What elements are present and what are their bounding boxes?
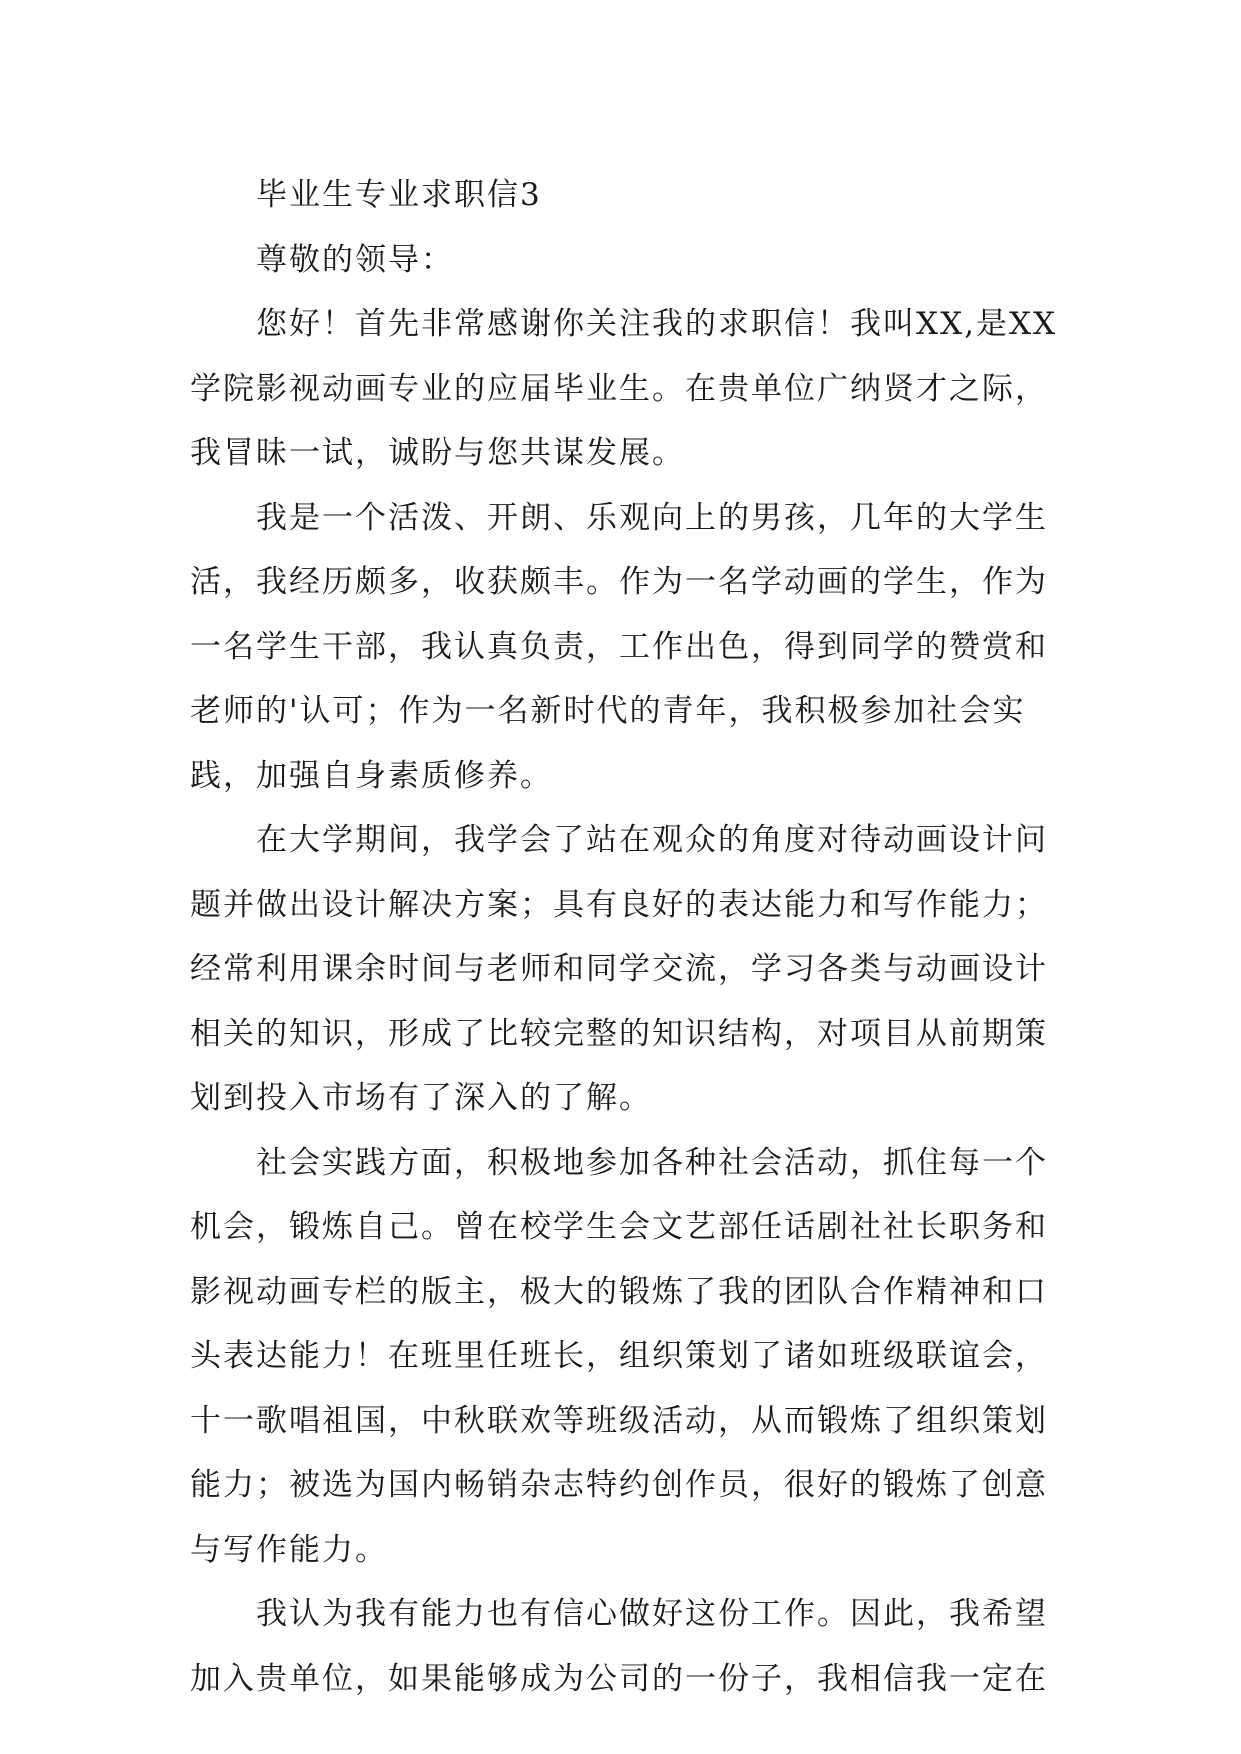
body-line: 活，我经历颇多，收获颇丰。作为一名学动画的学生，作为 (190, 564, 1048, 600)
body-line: 我认为我有能力也有信心做好这份工作。因此，我希望 (256, 1596, 1048, 1632)
body-line: 头表达能力！在班里任班长，组织策划了诸如班级联谊会， (190, 1338, 1048, 1374)
body-line: 能力；被选为国内畅销杂志特约创作员，很好的锻炼了创意 (190, 1467, 1048, 1503)
document-body (190, 163, 1060, 1711)
body-line: 社会实践方面，积极地参加各种社会活动，抓住每一个 (256, 1144, 1048, 1181)
body-line: 老师的'认可；作为一名新时代的青年，我积极参加社会实 (190, 693, 1026, 729)
body-line: 题并做出设计解决方案；具有良好的表达能力和写作能力； (190, 886, 1048, 923)
body-line: 与写作能力。 (190, 1531, 388, 1568)
body-line: 加入贵单位，如果能够成为公司的一份子，我相信我一定在 (190, 1660, 1048, 1697)
body-line: 十一歌唱祖国，中秋联欢等班级活动，从而锻炼了组织策划 (190, 1402, 1048, 1439)
body-line: 我冒昧一试，诚盼与您共谋发展。 (190, 435, 685, 471)
letter-body (190, 292, 1060, 1711)
body-line: 您好！首先非常感谢你关注我的求职信！我叫XX,是XX (256, 306, 1058, 342)
body-line: 划到投入市场有了深入的了解。 (190, 1080, 652, 1116)
body-line: 经常利用课余时间与老师和同学交流，学习各类与动画设计 (190, 951, 1048, 987)
salutation: 尊敬的领导： (256, 241, 454, 278)
body-line: 一名学生干部，我认真负责，工作出色，得到同学的赞赏和 (190, 628, 1048, 665)
body-line: 学院影视动画专业的应届毕业生。在贵单位广纳贤才之际， (190, 370, 1048, 407)
body-line: 相关的知识，形成了比较完整的知识结构，对项目从前期策 (190, 1015, 1048, 1052)
document-title: 毕业生专业求职信3 (256, 177, 542, 213)
body-line: 在大学期间，我学会了站在观众的角度对待动画设计问 (256, 822, 1048, 858)
body-line: 影视动画专栏的版主，极大的锻炼了我的团队合作精神和口 (190, 1273, 1048, 1310)
body-line: 机会，锻炼自己。曾在校学生会文艺部任话剧社社长职务和 (190, 1209, 1048, 1245)
body-line: 我是一个活泼、开朗、乐观向上的男孩，几年的大学生 (256, 499, 1048, 536)
body-line: 践，加强自身素质修养。 (190, 757, 553, 794)
